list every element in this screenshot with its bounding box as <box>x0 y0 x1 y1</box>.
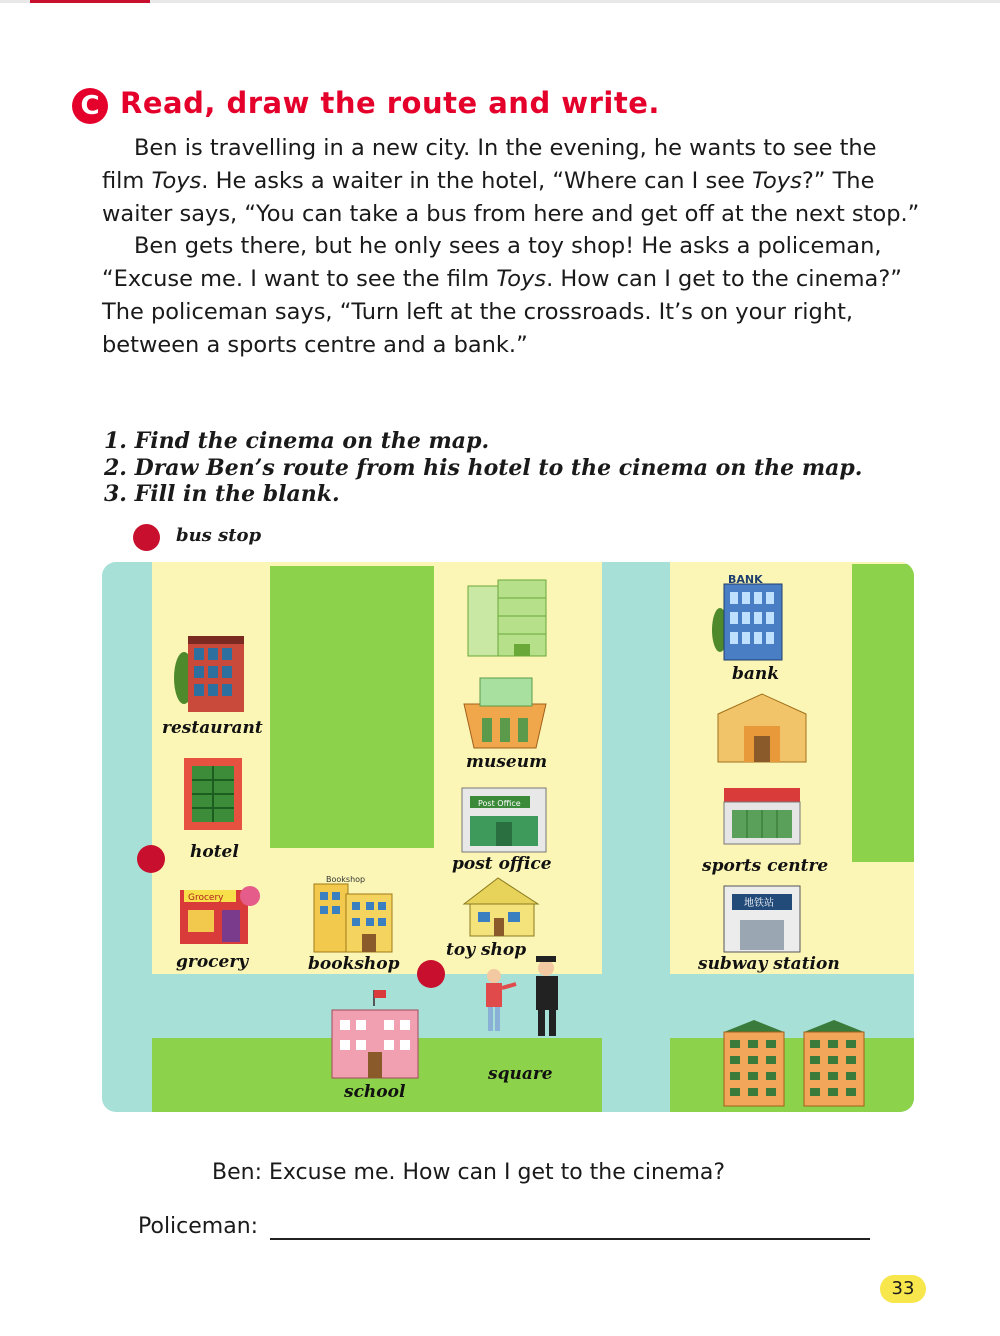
restaurant-icon <box>174 632 246 718</box>
bank-sign: BANK <box>728 573 763 586</box>
story-text-segment: ?” The waiter says, “You can take a bus from here and get off at the next stop.” <box>102 167 920 227</box>
sports-centre-icon <box>722 784 802 850</box>
instruction-1: 1. Find the cinema on the map. <box>104 428 490 454</box>
section-letter-badge: C <box>72 88 108 124</box>
legend-bus-stop-icon <box>133 524 160 551</box>
legend-bus-stop-label: bus stop <box>176 525 262 546</box>
label-subway-station: subway station <box>698 954 840 974</box>
story-text-segment: . How can I get to the cinema?” The policeman says, “Turn left at the crossroads. It’s on your right, between a sports centre and a bank.” <box>102 266 902 358</box>
label-post-office: post office <box>452 854 552 874</box>
unlabeled-building-icon[interactable] <box>714 690 810 770</box>
answer-blank[interactable] <box>270 1238 870 1240</box>
city-map[interactable] <box>102 562 914 1112</box>
bookshop-sign: Bookshop <box>326 875 366 884</box>
post-office-icon <box>460 782 548 858</box>
label-sports-centre: sports centre <box>702 856 829 876</box>
instruction-3: 3. Fill in the blank. <box>104 481 340 507</box>
instructions-list <box>104 428 862 508</box>
story-text-segment: Ben gets there, but he only sees a toy shop! He asks a policeman, “Excuse me. I want to see the film <box>102 233 882 293</box>
school-icon <box>330 990 420 1084</box>
bank-icon <box>710 572 790 666</box>
subway-station-icon <box>722 882 802 958</box>
label-grocery: grocery <box>176 952 249 972</box>
dialog-policeman-label: Policeman: <box>138 1214 259 1239</box>
subway-sign: 地铁站 <box>744 898 774 909</box>
post-office-sign: Post Office <box>478 799 521 808</box>
label-hotel: hotel <box>190 842 239 862</box>
label-restaurant: restaurant <box>162 718 263 738</box>
hotel-icon <box>182 756 246 836</box>
label-bank: bank <box>732 664 780 684</box>
dialog-ben-line: Ben: Excuse me. How can I get to the cinema? <box>212 1160 726 1185</box>
bus-stop-toy-shop[interactable] <box>417 960 445 988</box>
bookshop-icon <box>306 874 396 958</box>
story-text <box>102 132 922 362</box>
story-paragraph-2 <box>102 230 922 361</box>
label-bookshop: bookshop <box>308 954 400 974</box>
grocery-icon <box>178 884 264 950</box>
park-left <box>270 566 434 848</box>
page-number: 33 <box>880 1275 926 1303</box>
toy-shop-icon <box>458 874 544 942</box>
bus-stop-hotel[interactable] <box>137 845 165 873</box>
ben-and-policeman-icon <box>476 956 572 1044</box>
grocery-sign: Grocery <box>188 893 224 903</box>
label-school: school <box>344 1082 406 1102</box>
apartment-building-2-icon <box>802 1018 866 1112</box>
museum-icon <box>460 674 550 756</box>
film-title-text: Toys <box>496 266 547 293</box>
office-building-icon <box>464 578 550 662</box>
label-museum: museum <box>466 752 548 772</box>
story-text-segment: Ben is travelling in a new city. In the evening, he wants to see the film <box>102 135 877 194</box>
film-title-text: Toys <box>752 167 802 194</box>
film-title-text: Toys <box>151 167 202 194</box>
apartment-building-1-icon <box>722 1018 786 1112</box>
story-text-segment: . He asks a waiter in the hotel, “Where can I see <box>201 167 753 194</box>
label-toy-shop: toy shop <box>446 940 527 960</box>
top-border <box>0 0 1000 3</box>
bottom-right-grass <box>670 1038 914 1112</box>
instruction-2: 2. Draw Ben’s route from his hotel to the cinema on the map. <box>104 454 863 481</box>
section-title: Read, draw the route and write. <box>120 86 660 120</box>
story-paragraph-1 <box>102 132 922 230</box>
park-right <box>852 564 914 862</box>
label-square: square <box>488 1064 553 1084</box>
